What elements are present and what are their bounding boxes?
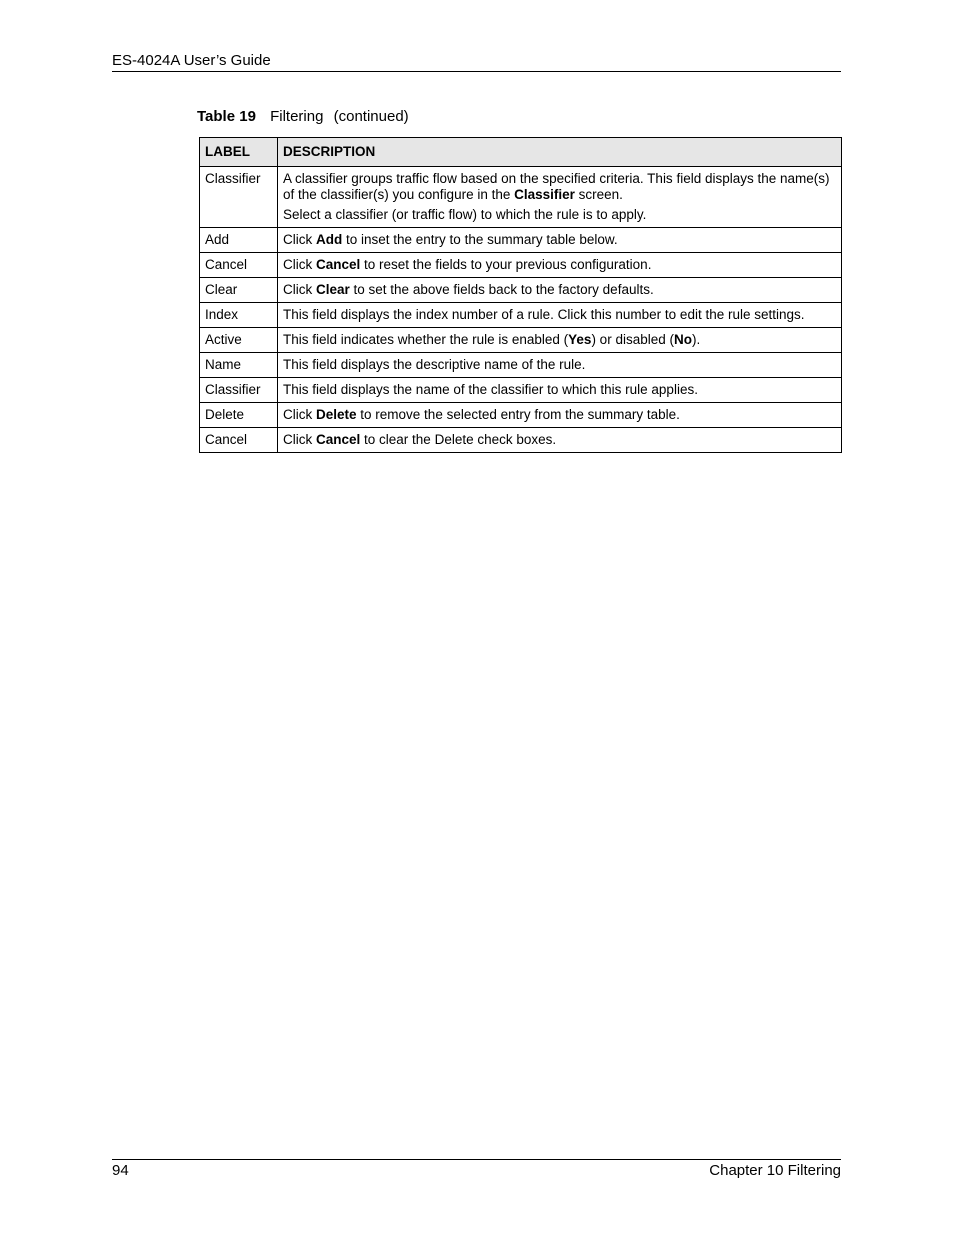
description-bold-term: Classifier	[514, 187, 575, 202]
description-text: Click	[283, 257, 316, 272]
row-description	[278, 403, 842, 428]
description-paragraph: Select a classifier (or traffic flow) to which the rule is to apply.	[283, 207, 647, 222]
description-bold-term: Add	[316, 232, 343, 247]
header-rule	[112, 71, 841, 72]
description-text: to set the above fields back to the factory defaults.	[349, 282, 654, 297]
table-caption-label: Table 19	[197, 108, 256, 125]
row-description: This field displays the name of the classifier to which this rule applies.	[278, 378, 842, 403]
filtering-table	[199, 137, 842, 453]
footer-rule	[112, 1159, 841, 1160]
table-row	[200, 328, 842, 353]
row-description	[278, 278, 842, 303]
description-text: Click	[283, 282, 316, 297]
table-caption-continued: (continued)	[333, 108, 409, 125]
running-header-title: ES-4024A User’s Guide	[112, 52, 271, 69]
table-header-row	[200, 138, 842, 167]
table-row	[200, 303, 842, 328]
description-text: Click	[283, 407, 316, 422]
description-bold-term: Clear	[316, 282, 350, 297]
description-bold-term: No	[673, 332, 692, 347]
table-row	[200, 353, 842, 378]
table-row	[200, 167, 842, 228]
row-description: This field displays the descriptive name of the rule.	[278, 353, 842, 378]
description-text: Click	[283, 432, 316, 447]
row-description	[278, 428, 842, 453]
description-text: screen.	[574, 187, 623, 202]
description-text: to inset the entry to the summary table below.	[342, 232, 618, 247]
description-bold-term: Delete	[316, 407, 357, 422]
description-text: to remove the selected entry from the summary table.	[356, 407, 680, 422]
row-label: Name	[200, 353, 278, 378]
row-description	[278, 167, 842, 228]
page-number: 94	[112, 1162, 129, 1179]
table-row	[200, 378, 842, 403]
table-caption	[197, 108, 409, 125]
row-label: Delete	[200, 403, 278, 428]
table-row	[200, 428, 842, 453]
table-row	[200, 253, 842, 278]
description-text: ) or disabled (	[591, 332, 674, 347]
row-label: Clear	[200, 278, 278, 303]
row-description: This field displays the index number of a rule. Click this number to edit the rule settings.	[278, 303, 842, 328]
table-row	[200, 403, 842, 428]
description-paragraph	[283, 171, 836, 203]
column-header-description: DESCRIPTION	[278, 138, 842, 167]
table-row	[200, 278, 842, 303]
row-label: Classifier	[200, 167, 278, 228]
description-text: Click	[283, 232, 316, 247]
row-description	[278, 328, 842, 353]
description-bold-term: Cancel	[316, 432, 361, 447]
row-label: Classifier	[200, 378, 278, 403]
row-description	[278, 253, 842, 278]
description-text: This field indicates whether the rule is enabled (	[283, 332, 569, 347]
footer-chapter-title: Chapter 10 Filtering	[709, 1162, 841, 1179]
description-text: A classifier groups traffic flow based on the specified criteria. This field displays the name(s) of the classifier(s) you configure in the	[283, 171, 830, 202]
table-row	[200, 228, 842, 253]
description-bold-term: Yes	[568, 332, 592, 347]
description-text: to clear the Delete check boxes.	[360, 432, 557, 447]
row-label: Cancel	[200, 428, 278, 453]
row-label: Add	[200, 228, 278, 253]
description-bold-term: Cancel	[316, 257, 361, 272]
column-header-label: LABEL	[200, 138, 278, 167]
row-description	[278, 228, 842, 253]
row-label: Cancel	[200, 253, 278, 278]
row-label: Index	[200, 303, 278, 328]
table-caption-title: Filtering	[270, 108, 324, 125]
description-text: to reset the fields to your previous configuration.	[360, 257, 652, 272]
description-text: ).	[691, 332, 701, 347]
row-label: Active	[200, 328, 278, 353]
